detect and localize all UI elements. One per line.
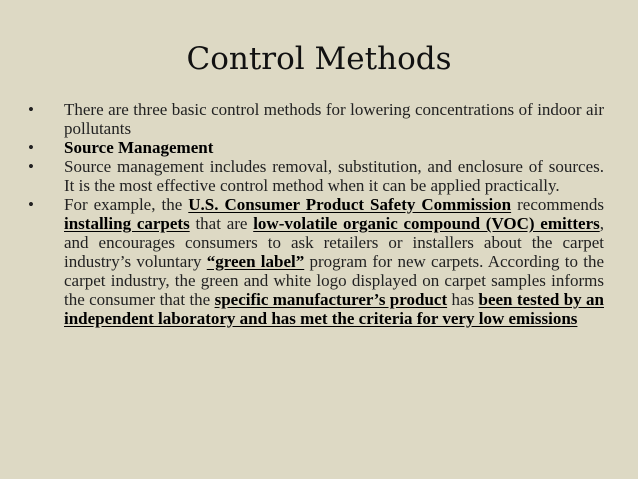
bullet-text (64, 138, 604, 157)
bullet-marker: • (28, 195, 34, 214)
bold-underlined-phrase: specific manufacturer’s product (214, 290, 448, 309)
bullet-text: There are three basic control methods for lowering concentrations of indoor air pollutants (64, 100, 604, 138)
bold-phrase: Source Management (64, 138, 214, 157)
bullet-item-4 (26, 195, 604, 328)
text-run: recommends (511, 195, 605, 214)
slide-title: Control Methods (186, 41, 452, 77)
bold-underlined-phrase: low-volatile organic compound (VOC) emitters (253, 214, 600, 233)
bold-underlined-phrase: installing carpets (64, 214, 190, 233)
bullet-text (64, 195, 604, 328)
bullet-item-2 (26, 138, 604, 157)
text-run: that are (189, 214, 254, 233)
bullet-list (26, 100, 604, 328)
text-run: has (447, 290, 479, 309)
text-run: , and encourages consumers to ask retailers or installers about the carpet industry’s voluntary (64, 214, 604, 271)
bold-underlined-phrase: “green label” (206, 252, 305, 271)
bullet-marker: • (28, 157, 34, 176)
bullet-marker: • (28, 138, 34, 157)
bullet-item-3 (26, 157, 604, 195)
text-run: For example, the (64, 195, 189, 214)
bullet-item-1 (26, 100, 604, 138)
bold-underlined-phrase: U.S. Consumer Product Safety Commission (188, 195, 512, 214)
bullet-text: Source management includes removal, substitution, and enclosure of sources. It is the most effective control method when it can be applied practically. (64, 157, 604, 195)
bullet-marker: • (28, 100, 34, 119)
text-run: program for new carpets. According to the carpet industry, the green and white logo displayed on carpet samples informs the consumer that the (64, 252, 605, 309)
bold-underlined-phrase: been tested by an independent laboratory and has met the criteria for very low emissions (64, 290, 604, 328)
